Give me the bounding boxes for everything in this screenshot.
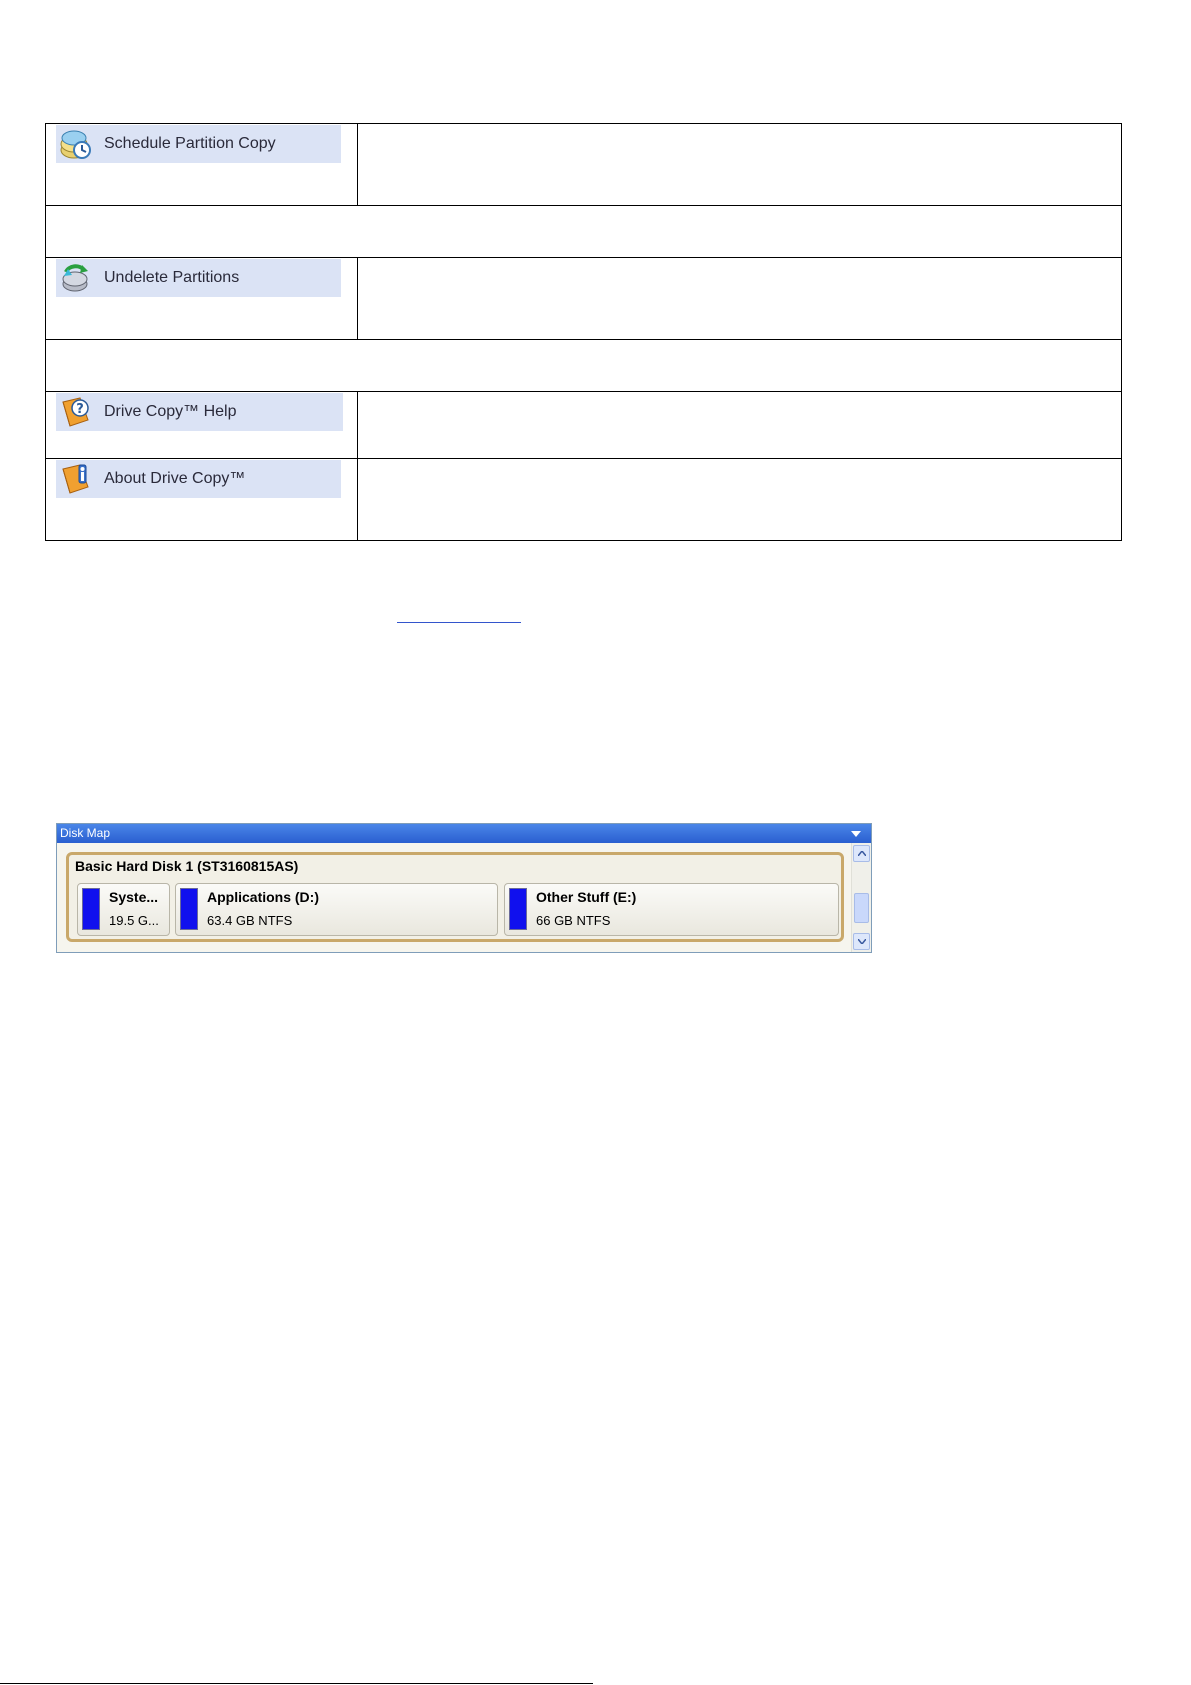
table-row <box>46 459 1122 541</box>
disk-map-body <box>57 843 853 952</box>
partition-color-swatch <box>509 888 527 930</box>
feature-cell <box>46 124 358 206</box>
disk-map-panel <box>56 823 872 953</box>
collapse-button[interactable] <box>851 824 865 843</box>
table-row <box>46 392 1122 459</box>
table-row <box>46 124 1122 206</box>
disk-map-titlebar <box>57 824 871 843</box>
table-row <box>46 340 1122 392</box>
separator-cell <box>46 340 1122 392</box>
partition-info: 66 GB NTFS <box>536 913 611 928</box>
vertical-scrollbar[interactable] <box>851 843 871 952</box>
partition-applications[interactable] <box>175 883 498 936</box>
disk-label: Basic Hard Disk 1 (ST3160815AS) <box>75 858 299 874</box>
table-row <box>46 258 1122 340</box>
schedule-partition-copy-button[interactable] <box>56 125 341 163</box>
info-book-icon <box>58 461 94 497</box>
description-cell <box>358 392 1122 459</box>
about-drive-copy-label: About Drive Copy™ <box>104 470 246 487</box>
feature-table <box>45 123 1122 541</box>
partition-name: Applications (D:) <box>207 889 319 905</box>
scroll-up-button[interactable] <box>853 845 870 862</box>
disk-map-title: Disk Map <box>60 826 111 840</box>
svg-text:?: ? <box>76 402 84 417</box>
partition-info: 63.4 GB NTFS <box>207 913 293 928</box>
description-cell <box>358 258 1122 340</box>
scroll-thumb[interactable] <box>854 893 869 923</box>
description-cell <box>358 459 1122 541</box>
partition-color-swatch <box>82 888 100 930</box>
drive-copy-help-button[interactable] <box>56 393 343 431</box>
partition-name: Syste... <box>109 889 159 905</box>
undelete-partitions-button[interactable] <box>56 259 341 297</box>
undelete-partitions-label: Undelete Partitions <box>104 269 240 286</box>
partition-other-stuff[interactable] <box>504 883 839 936</box>
chevron-down-icon <box>851 831 861 837</box>
description-cell <box>358 124 1122 206</box>
feature-cell <box>46 392 358 459</box>
partition-info: 19.5 G... <box>109 913 159 928</box>
disk-frame[interactable] <box>66 852 844 942</box>
scroll-down-button[interactable] <box>853 933 870 950</box>
schedule-disk-icon <box>58 126 94 162</box>
partition-color-swatch <box>180 888 198 930</box>
about-drive-copy-button[interactable] <box>56 460 341 498</box>
chevron-up-icon <box>858 851 866 856</box>
table-row <box>46 206 1122 258</box>
feature-cell <box>46 258 358 340</box>
drive-copy-help-label: Drive Copy™ Help <box>104 403 237 420</box>
footnote-rule <box>0 1683 593 1684</box>
schedule-partition-copy-label: Schedule Partition Copy <box>104 135 276 152</box>
reference-link[interactable] <box>397 602 521 623</box>
partition-system[interactable] <box>77 883 170 936</box>
feature-cell <box>46 459 358 541</box>
undelete-recycle-icon <box>58 260 94 296</box>
chevron-down-icon <box>858 939 866 944</box>
separator-cell <box>46 206 1122 258</box>
partition-name: Other Stuff (E:) <box>536 889 637 905</box>
help-book-icon <box>58 394 94 430</box>
